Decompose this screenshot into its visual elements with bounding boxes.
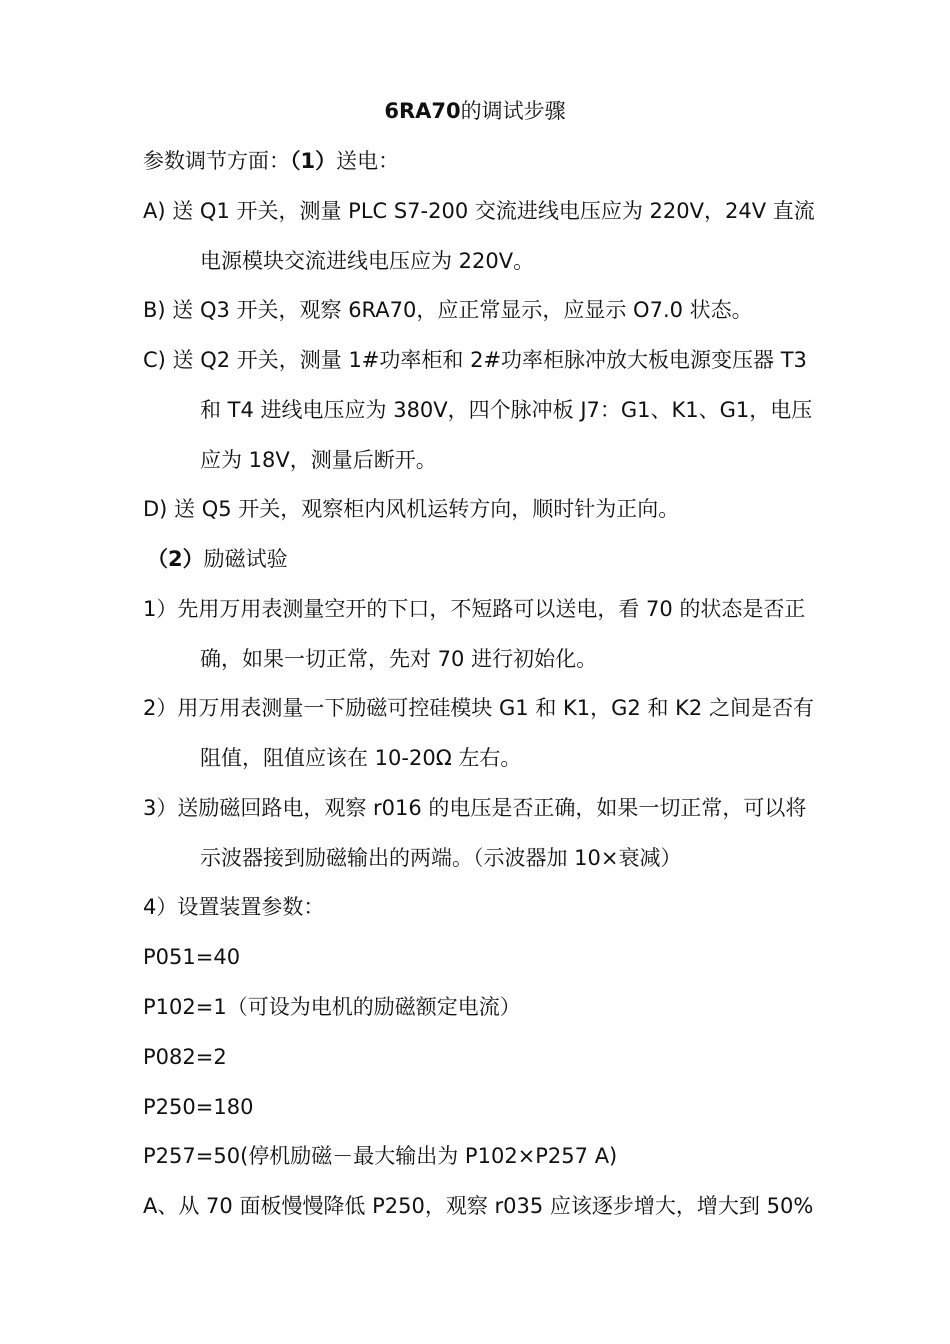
item-1-line-2: 确，如果一切正常，先对 70 进行初始化。 [200, 647, 598, 671]
document-title [0, 98, 950, 124]
param-p102: P102=1（可设为电机的励磁额定电流） [143, 995, 521, 1019]
item-2-line-1: 2）用万用表测量一下励磁可控硅模块 G1 和 K1，G2 和 K2 之间是否有 [143, 696, 814, 720]
param-p257: P257=50(停机励磁－最大输出为 P102×P257 A) [143, 1144, 618, 1168]
section-2-number: （2） [147, 547, 204, 571]
section-2-title: 励磁试验 [203, 547, 288, 571]
item-3-line-1: 3）送励磁回路电，观察 r016 的电压是否正确，如果一切正常，可以将 [143, 796, 807, 820]
step-d-line-1: D) 送 Q5 开关，观察柜内风机运转方向，顺时针为正向。 [143, 497, 680, 521]
param-p051: P051=40 [143, 945, 241, 969]
item-3-line-2: 示波器接到励磁输出的两端。（示波器加 10×衰减） [200, 846, 682, 870]
item-4-line-1: 4）设置装置参数： [143, 895, 325, 919]
section-1-title: 送电： [336, 149, 400, 173]
step-a-line-1: A) 送 Q1 开关，测量 PLC S7-200 交流进线电压应为 220V，24V 直流 [143, 199, 815, 223]
param-p250: P250=180 [143, 1095, 254, 1119]
step-b-line-1: B) 送 Q3 开关，观察 6RA70，应正常显示，应显示 O7.0 状态。 [143, 298, 753, 322]
step-c-line-1: C) 送 Q2 开关，测量 1#功率柜和 2#功率柜脉冲放大板电源变压器 T3 [143, 348, 807, 372]
step-a-line-2: 电源模块交流进线电压应为 220V。 [200, 249, 535, 273]
section-1-number: （1） [290, 149, 337, 173]
item-1-line-1: 1）先用万用表测量空开的下口，不短路可以送电，看 70 的状态是否正 [143, 597, 806, 621]
title-model: 6RA70 [384, 99, 461, 123]
step-c-line-2: 和 T4 进线电压应为 380V，四个脉冲板 J7：G1、K1、G1，电压 [200, 398, 813, 422]
item-2-line-2: 阻值，阻值应该在 10-20Ω 左右。 [200, 746, 522, 770]
step-c-line-3: 应为 18V，测量后断开。 [200, 448, 437, 472]
param-p082: P082=2 [143, 1045, 227, 1069]
intro-label: 参数调节方面： [143, 149, 290, 173]
title-text: 的调试步骤 [460, 99, 566, 123]
intro-line [143, 148, 399, 174]
section-2-heading [147, 546, 288, 572]
step-a-lower-line-1: A、从 70 面板慢慢降低 P250，观察 r035 应该逐步增大，增大到 50% [143, 1194, 814, 1218]
